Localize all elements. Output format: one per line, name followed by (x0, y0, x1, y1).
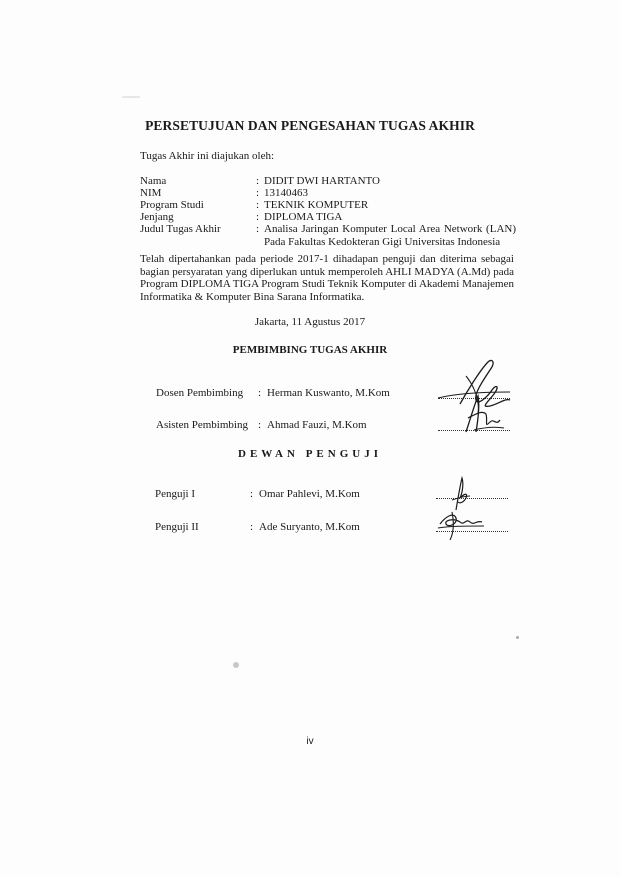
asisten-pembimbing-label: Asisten Pembimbing (156, 419, 248, 431)
field-label-jenjang: Jenjang (140, 211, 174, 223)
intro-text: Tugas Akhir ini diajukan oleh: (140, 150, 275, 162)
field-label-nama: Nama (140, 175, 167, 187)
approval-date: Jakarta, 11 Agustus 2017 (254, 316, 366, 328)
row-colon: : (250, 488, 254, 500)
field-label-program-studi: Program Studi (140, 199, 204, 211)
field-colon: : (256, 175, 260, 187)
pembimbing-heading: PEMBIMBING TUGAS AKHIR (232, 344, 388, 356)
field-colon: : (256, 187, 260, 199)
page-number: iv (306, 736, 314, 747)
document-title: PERSETUJUAN DAN PENGESAHAN TUGAS AKHIR (145, 118, 475, 133)
penguji-2-name: Ade Suryanto, M.Kom (259, 521, 360, 533)
field-value-jenjang: DIPLOMA TIGA (264, 211, 343, 223)
field-value-judul: Analisa Jaringan Komputer Local Area Network (LAN) Pada Fakultas Kedokteran Gigi Universitas Indonesia (264, 223, 516, 248)
field-colon: : (256, 223, 260, 235)
dosen-pembimbing-label: Dosen Pembimbing (156, 387, 244, 399)
field-label-nim: NIM (140, 187, 162, 199)
row-colon: : (250, 521, 254, 533)
field-value-nim: 13140463 (264, 187, 308, 199)
scan-speck (122, 96, 140, 98)
signature-asisten-pembimbing (440, 392, 510, 438)
field-colon: : (256, 199, 260, 211)
row-colon: : (258, 387, 262, 399)
field-colon: : (256, 211, 260, 223)
row-colon: : (258, 419, 262, 431)
penguji-2-label: Penguji II (155, 521, 199, 533)
dosen-pembimbing-name: Herman Kuswanto, M.Kom (267, 387, 390, 399)
field-value-nama: DIDIT DWI HARTANTO (264, 175, 380, 187)
penguji-1-label: Penguji I (155, 488, 196, 500)
field-value-program-studi: TEKNIK KOMPUTER (264, 199, 369, 211)
scan-speck (233, 662, 239, 668)
field-label-judul: Judul Tugas Akhir (140, 223, 221, 235)
asisten-pembimbing-name: Ahmad Fauzi, M.Kom (267, 419, 367, 431)
approval-paragraph: Telah dipertahankan pada periode 2017-1 dihadapan penguji dan diterima sebagai bagian persyaratan yang diperlukan untuk memperoleh AHLI MADYA (A.Md) pada Program DIPLOMA TIGA Program Studi Teknik Komputer di Akademi Manajemen Informatika & Komputer Bina Sarana Informatika. (140, 253, 514, 303)
dewan-penguji-heading: DEWAN PENGUJI (238, 448, 382, 460)
scan-speck (516, 636, 519, 639)
signature-penguji-2 (432, 504, 492, 544)
penguji-1-name: Omar Pahlevi, M.Kom (259, 488, 360, 500)
